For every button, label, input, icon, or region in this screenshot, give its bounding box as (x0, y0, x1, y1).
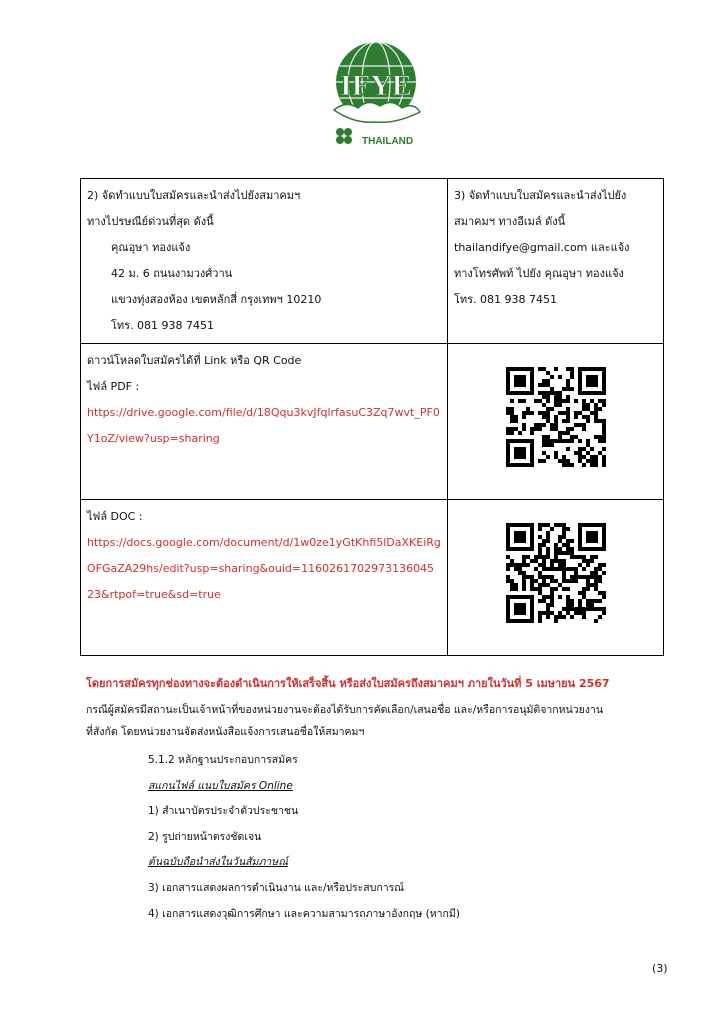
pdf-qr-cell (448, 344, 664, 500)
interview-title: ต้นฉบับถือนำส่งในวันสัมภาษณ์ (148, 856, 288, 868)
section-heading: 5.1.2 หลักฐานประกอบการสมัคร (148, 754, 298, 766)
four-leaf-clover-icon (336, 128, 352, 144)
pdf-label: ไฟล์ PDF : (87, 380, 140, 393)
email-phone: โทร. 081 938 7451 (454, 293, 558, 306)
logo-caption: THAILAND (362, 136, 414, 147)
download-title: ดาวน์โหลดใบสมัครได้ที่ Link หรือ QR Code (87, 354, 302, 367)
email-title: 3) จัดทำแบบใบสมัครและนำส่งไปยัง (454, 189, 627, 202)
page-number: (3) (652, 962, 668, 975)
doc-download-cell (81, 500, 448, 656)
paragraph-line-1: กรณีผู้สมัครมีสถานะเป็นเจ้าหน้าที่ของหน่วยงานจะต้องได้รับการคัดเลือก/เสนอชื่อ และ/หรือการอนุมัติจากหน่วยงาน (86, 704, 604, 716)
postal-title: 2) จัดทำแบบใบสมัครและนำส่งไปยังสมาคมฯ (87, 189, 301, 202)
email-address[interactable]: thailandifye@gmail.com และแจ้ง (454, 241, 630, 254)
email-subtitle: สมาคมฯ ทางอีเมล์ ดังนี้ (454, 215, 566, 228)
pdf-download-cell (81, 344, 448, 500)
email-submission-cell (448, 179, 664, 344)
doc-link[interactable]: https://docs.google.com/document/d/1w0ze1yGtKhfi5lDaXKEiRgOFGaZA29hs/edit?usp=sharing&ouid=116026170297313604523&rtpof=true&sd=true (87, 536, 441, 601)
postal-subtitle: ทางไปรษณีย์ด่วนที่สุด ดังนี้ (87, 215, 214, 228)
pdf-link[interactable]: https://drive.google.com/file/d/18Qqu3kvJfqlrfasuC3Zq7wvt_PF0Y1oZ/view?usp=sharing (87, 406, 440, 445)
address-line-2: แขวงทุ่งสองห้อง เขตหลักสี่ กรุงเทพฯ 10210 (111, 293, 322, 306)
deadline-notice: โดยการสมัครทุกช่องทางจะต้องดำเนินการให้เสร็จสิ้น หรือส่งใบสมัครถึงสมาคมฯ ภายในวันที่ 5 เมษายน 2567 (86, 677, 610, 690)
online-item-1: 1) สำเนาบัตรประจำตัวประชาชน (148, 805, 299, 817)
postal-submission-cell (81, 179, 448, 344)
doc-label: ไฟล์ DOC : (87, 510, 143, 523)
interview-item-4: 4) เอกสารแสดงวุฒิการศึกษา และความสามารถภาษาอังกฤษ (หากมี) (148, 908, 460, 920)
pdf-qr-code-icon[interactable] (506, 367, 606, 467)
email-phone-note: ทางโทรศัพท์ ไปยัง คุณอุษา ทองแจ้ง (454, 267, 624, 280)
interview-item-3: 3) เอกสารแสดงผลการดำเนินงาน และ/หรือประสบการณ์ (148, 882, 405, 894)
online-item-2: 2) รูปถ่ายหน้าตรงชัดเจน (148, 831, 262, 843)
paragraph-line-2: ที่สังกัด โดยหน่วยงานจัดส่งหนังสือแจ้งการเสนอชื่อให้สมาคมฯ (86, 726, 365, 738)
doc-qr-cell (448, 500, 664, 656)
recipient-name: คุณอุษา ทองแจ้ง (111, 241, 191, 254)
address-line-1: 42 ม. 6 ถนนงามวงศ์วาน (111, 267, 233, 280)
doc-qr-code-icon[interactable] (506, 523, 606, 623)
postal-phone: โทร. 081 938 7451 (111, 319, 215, 332)
logo-text: IFYE (340, 69, 412, 102)
online-title: สแกนไฟล์ แนบใบสมัคร Online (148, 780, 293, 792)
application-table (80, 178, 664, 656)
